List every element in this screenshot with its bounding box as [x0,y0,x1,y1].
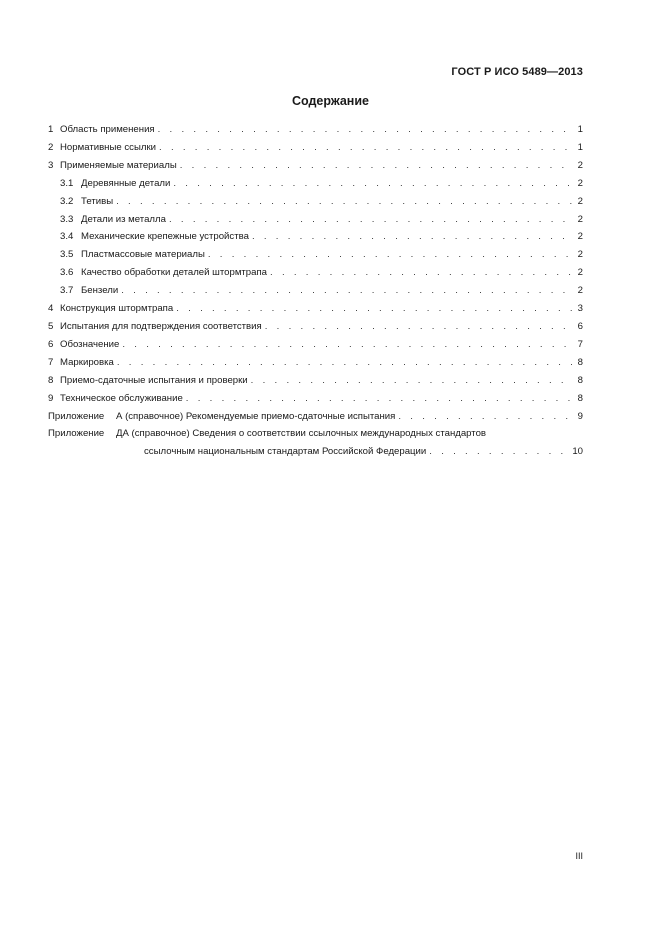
toc-entry-page: 2 [577,231,583,243]
toc-entry-number: 2 [48,141,54,153]
toc-entry-page: 8 [577,392,583,404]
toc-entry[interactable] [48,372,583,390]
toc-entry[interactable] [48,121,583,139]
dot-leader [208,246,572,264]
toc-entry[interactable] [48,390,583,408]
appendix-page: 10 [572,446,583,458]
appendix-label: ДА (справочное) Сведения о соответствии ссылочных международных стандартов [116,428,487,440]
toc-entry[interactable] [48,175,583,193]
toc-appendix-a[interactable] [48,408,583,426]
toc-entry-number: 3.6 [60,267,74,279]
toc-entry-page: 3 [577,303,583,315]
toc-entry-number: 3.1 [60,177,74,189]
dot-leader [117,354,572,372]
appendix-prefix: Приложение [48,410,105,422]
toc-entry-page: 7 [577,338,583,350]
toc-entry[interactable] [48,139,583,157]
toc-entry-number: 3.3 [60,213,74,225]
toc-entry-page: 8 [577,374,583,386]
toc-entry-number: 1 [48,124,54,135]
toc-entry[interactable] [48,264,583,282]
toc-entry-label: Детали из металла [81,213,166,225]
toc-entry-page: 1 [577,141,583,153]
document-id: ГОСТ Р ИСО 5489—2013 [451,66,583,78]
appendix-page: 9 [577,410,583,422]
toc-entry-page: 2 [577,285,583,297]
toc-entry-label: Область применения [60,124,155,135]
dot-leader [176,300,572,318]
toc-entry[interactable] [48,211,583,229]
toc-entry-number: 6 [48,338,54,350]
toc-entry[interactable] [48,193,583,211]
toc-entry-page: 2 [577,213,583,225]
toc-entry-page: 2 [577,195,583,207]
toc-entry-label: Бензели [81,285,119,297]
toc-entry[interactable] [48,157,583,175]
toc-entry-page: 2 [577,249,583,261]
toc-entry-page: 2 [577,177,583,189]
dot-leader [251,372,572,390]
toc-entry-number: 7 [48,356,54,368]
toc-entry-label: Приемо-сдаточные испытания и проверки [60,374,248,386]
toc-entry-label: Конструкция штормтрапа [60,303,174,315]
toc-entry-number: 8 [48,374,54,386]
toc-entry-number: 3.7 [60,285,74,297]
toc-entry[interactable] [48,282,583,300]
toc-entry-label: Обозначение [60,338,120,350]
toc-entry-label: Тетивы [81,195,114,207]
toc-entry-label: Техническое обслуживание [60,392,183,404]
dot-leader [159,139,572,157]
appendix-label: А (справочное) Рекомендуемые приемо-сдаточные испытания [116,410,396,422]
toc-entry-page: 6 [577,320,583,332]
toc-entry-number: 3 [48,159,54,171]
toc-entry-page: 1 [577,124,583,135]
dot-leader [158,121,572,139]
appendix-prefix: Приложение [48,428,105,440]
toc-entry-label: Маркировка [60,356,114,368]
appendix-label-cont: ссылочным национальным стандартам Российской Федерации [144,446,427,458]
toc-entry-number: 3.5 [60,249,74,261]
toc-entry-label: Испытания для подтверждения соответствия [60,320,262,332]
toc-entry-number: 3.4 [60,231,74,243]
dot-leader [186,390,572,408]
toc-entry-label: Нормативные ссылки [60,141,157,153]
table-of-contents [48,121,583,461]
dot-leader [173,175,572,193]
toc-entry-page: 2 [577,267,583,279]
toc-entry-label: Применяемые материалы [60,159,177,171]
toc-entry-page: 8 [577,356,583,368]
toc-entry[interactable] [48,246,583,264]
toc-entry-page: 2 [577,159,583,171]
toc-entry[interactable] [48,336,583,354]
toc-entry-number: 9 [48,392,54,404]
page-folio: III [575,851,583,861]
page-title: Содержание [291,94,369,108]
toc-entry[interactable] [48,318,583,336]
dot-leader [169,211,572,229]
toc-entry-number: 4 [48,303,54,315]
toc-entry-label: Механические крепежные устройства [81,231,249,243]
dot-leader [398,408,572,426]
toc-entry-number: 5 [48,320,54,332]
dot-leader [265,318,572,336]
toc-entry-label: Деревянные детали [81,177,171,189]
dot-leader [180,157,572,175]
toc-entry-number: 3.2 [60,195,74,207]
dot-leader [429,443,569,461]
toc-entry[interactable] [48,228,583,246]
dot-leader [116,193,572,211]
toc-entry-label: Пластмассовые материалы [81,249,205,261]
toc-entry[interactable] [48,354,583,372]
toc-entry-label: Качество обработки деталей штормтрапа [81,267,268,279]
toc-entry[interactable] [48,300,583,318]
dot-leader [122,336,572,354]
toc-appendix-da[interactable] [48,425,583,461]
dot-leader [252,228,572,246]
dot-leader [121,282,572,300]
dot-leader [270,264,572,282]
